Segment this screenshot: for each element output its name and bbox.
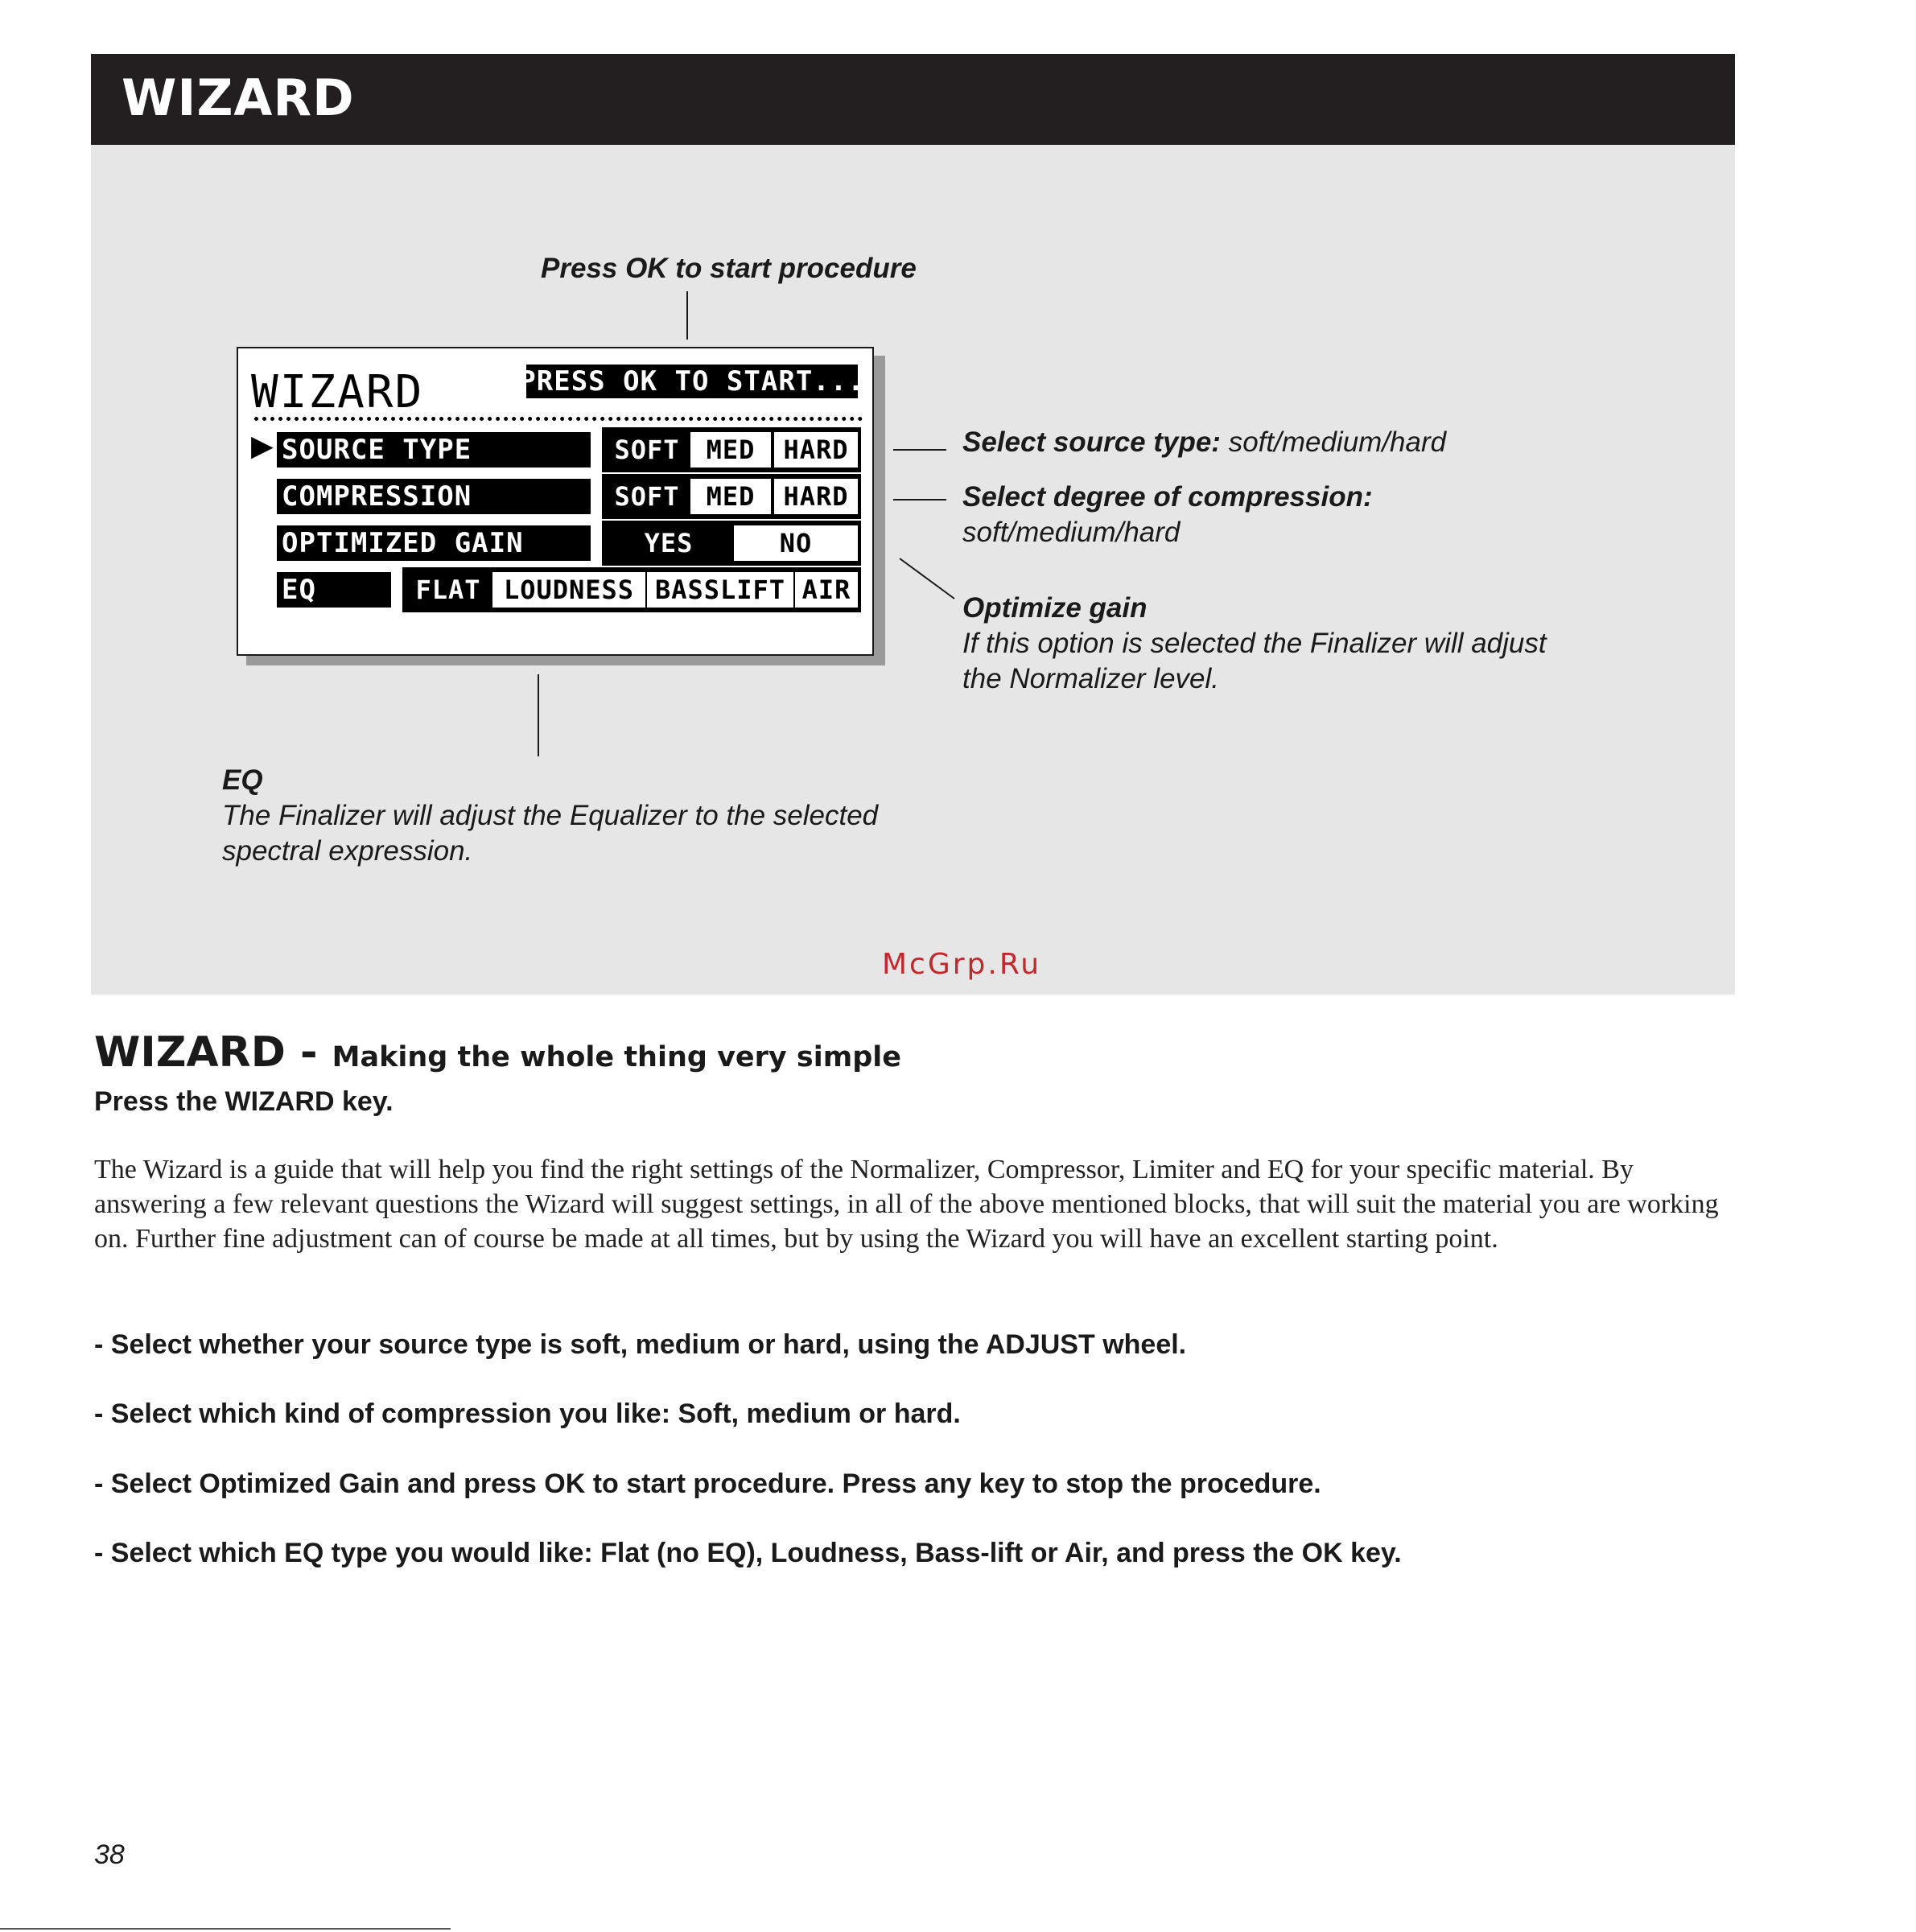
callout-press-ok — [541, 251, 917, 286]
lcd-row-compression-label[interactable]: COMPRESSION — [277, 479, 591, 514]
lcd-option-source-soft[interactable]: SOFT — [605, 432, 689, 468]
callout-compression-bold: Select degree of compression: — [962, 481, 1373, 513]
lcd-row-eq-label[interactable]: EQ — [277, 572, 391, 608]
body-paragraph: The Wizard is a guide that will help you find the right settings of the Normalizer, Compressor, Limiter and EQ for your specific material. By answering a few relevant questions the Wizard will suggest settings, in all of the above mentioned blocks, that will suit the material you are working on. Further fine adjustment can of course be made at all times, but by using the Wizard you will have an excellent starting point. — [94, 1155, 1719, 1254]
callout-gain-line1: If this option is selected the Finalizer will adjust — [962, 628, 1547, 659]
lcd-display — [237, 347, 874, 656]
footer-rule — [0, 1928, 451, 1930]
callout-optimize-gain — [962, 591, 1547, 697]
lcd-row-gain-options — [602, 521, 861, 566]
lcd-cursor-icon: ▶ — [251, 429, 274, 462]
watermark: McGrp.Ru — [882, 948, 1042, 981]
lcd-row-compression-options — [602, 474, 861, 519]
lcd-row-eq-options — [402, 567, 861, 612]
lcd-option-eq-air[interactable]: AIR — [795, 572, 858, 608]
callout-gain-line2: the Normalizer level. — [962, 663, 1219, 694]
lcd-divider — [254, 417, 863, 421]
section-heading-sep: - — [285, 1028, 332, 1077]
callout-compression-rest: soft/medium/hard — [962, 517, 1181, 548]
leader-line-press-ok — [686, 291, 688, 340]
step-item: - Select which EQ type you would like: Flat (no EQ), Loudness, Bass-lift or Air, and press the OK key. — [94, 1538, 1402, 1568]
title-bar-text: WIZARD — [122, 68, 355, 127]
lcd-row-source-options — [602, 427, 861, 472]
lcd-option-gain-no[interactable]: NO — [734, 525, 858, 561]
callout-source-type — [962, 425, 1446, 460]
lcd-option-gain-yes[interactable]: YES — [605, 525, 732, 561]
leader-line-gain — [893, 555, 958, 603]
lcd-option-eq-flat[interactable]: FLAT — [406, 572, 491, 608]
lcd-option-source-med[interactable]: MED — [690, 432, 771, 468]
lcd-row-source-label[interactable]: SOURCE TYPE — [277, 432, 591, 468]
step-item: - Select whether your source type is soft, medium or hard, using the ADJUST wheel. — [94, 1329, 1187, 1360]
section-heading-main: WIZARD — [94, 1028, 286, 1077]
title-bar — [91, 54, 1735, 145]
lcd-option-eq-loudness[interactable]: LOUDNESS — [492, 572, 645, 608]
section-heading-sub: Making the whole thing very simple — [332, 1041, 902, 1073]
lcd-banner: PRESS OK TO START... — [519, 365, 865, 398]
callout-gain-title: Optimize gain — [962, 592, 1148, 624]
lcd-option-source-hard[interactable]: HARD — [774, 432, 858, 468]
leader-line-source — [893, 449, 946, 451]
leader-line-eq — [538, 674, 539, 756]
lcd-row-gain-label[interactable]: OPTIMIZED GAIN — [277, 525, 591, 561]
lcd-option-eq-basslift[interactable]: BASSLIFT — [647, 572, 793, 608]
callout-eq-title: EQ — [222, 764, 263, 796]
callout-source-rest: soft/medium/hard — [1220, 426, 1447, 458]
lcd-option-compression-hard[interactable]: HARD — [774, 479, 858, 514]
callout-source-bold: Select source type: — [962, 426, 1221, 458]
callout-eq-line2: spectral expression. — [222, 835, 473, 867]
callout-eq-line1: The Finalizer will adjust the Equalizer to the selected — [222, 800, 879, 831]
lcd-option-compression-med[interactable]: MED — [690, 479, 771, 514]
step-item: - Select which kind of compression you like: Soft, medium or hard. — [94, 1399, 961, 1429]
page-number: 38 — [94, 1839, 125, 1870]
leader-line-compression — [893, 499, 946, 501]
callout-eq — [222, 763, 878, 869]
section-heading — [94, 1028, 901, 1077]
callout-compression — [962, 480, 1373, 550]
lcd-title: WIZARD — [251, 366, 424, 418]
step-item: - Select Optimized Gain and press OK to start procedure. Press any key to stop the procedure. — [94, 1469, 1321, 1499]
lcd-option-compression-soft[interactable]: SOFT — [605, 479, 689, 514]
press-key-instruction: Press the WIZARD key. — [94, 1086, 394, 1117]
callout-press-ok-text: Press OK to start procedure — [541, 253, 917, 284]
